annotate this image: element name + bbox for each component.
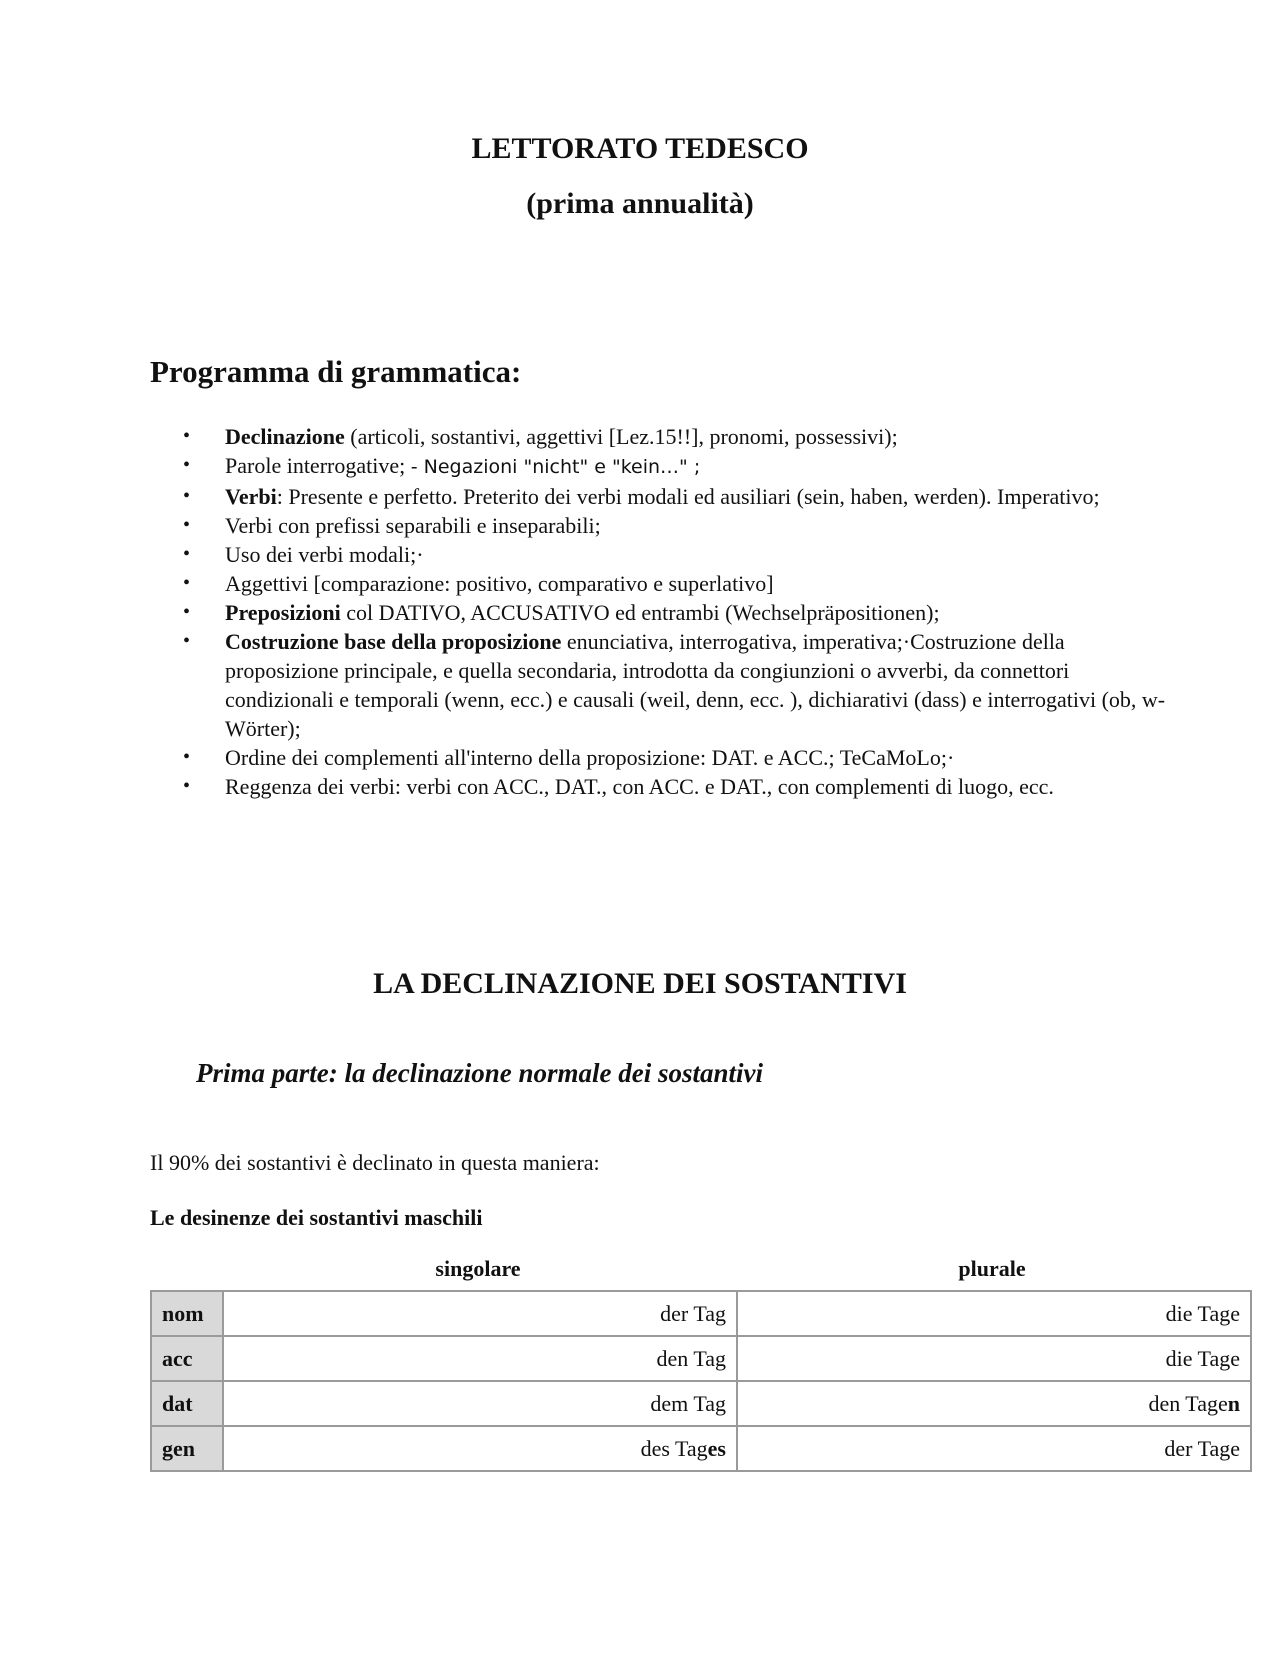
list-item bbox=[150, 451, 1180, 482]
topic-text: Reggenza dei verbi: verbi con ACC., DAT., con ACC. e DAT., con complementi di luogo, ecc. bbox=[225, 774, 1054, 799]
topic-text: enunciativa, interrogativa, imperativa;·Costruzione della proposizione principale, e quella secondaria, introdotta da congiunzioni o avverbi, da connettori condizionali e temporali (wenn, ecc.) e causali (weil, denn, ecc. ), dichiarativi (dass) e interrogativi (ob, w-Wörter); bbox=[225, 629, 1166, 741]
table-row bbox=[151, 1291, 1251, 1336]
document-title: LETTORATO TEDESCO bbox=[471, 132, 809, 165]
form-stem: des Tag bbox=[640, 1435, 708, 1461]
table-row bbox=[151, 1426, 1251, 1471]
list-item bbox=[150, 598, 1180, 627]
singular-form bbox=[223, 1381, 737, 1426]
singular-form bbox=[223, 1336, 737, 1381]
topic-text: Verbi con prefissi separabili e inseparabili; bbox=[225, 513, 601, 538]
form-stem: den Tag bbox=[656, 1345, 726, 1371]
topic-keyword: Declinazione bbox=[225, 424, 345, 449]
singular-form bbox=[223, 1291, 737, 1336]
list-item bbox=[150, 772, 1180, 801]
topic-keyword: Preposizioni bbox=[225, 600, 341, 625]
intro-text: Il 90% dei sostantivi è declinato in questa maniera: bbox=[150, 1150, 600, 1175]
document-subtitle: (prima annualità) bbox=[526, 187, 754, 220]
topic-text: Aggettivi [comparazione: positivo, comparativo e superlativo] bbox=[225, 571, 774, 596]
singular-form bbox=[223, 1426, 737, 1471]
plural-form bbox=[737, 1336, 1251, 1381]
form-stem: der Tag bbox=[660, 1300, 726, 1326]
form-stem: die Tage bbox=[1165, 1345, 1240, 1371]
topic-text: Ordine dei complementi all'interno della proposizione: DAT. e ACC.; TeCaMoLo;· bbox=[225, 745, 955, 770]
grammar-topic-list bbox=[150, 422, 1180, 801]
singular-column-header: singolare bbox=[435, 1256, 521, 1281]
table-row bbox=[151, 1381, 1251, 1426]
form-stem: der Tage bbox=[1164, 1435, 1240, 1461]
table-title: Le desinenze dei sostantivi maschili bbox=[150, 1205, 483, 1230]
form-stem: die Tage bbox=[1165, 1300, 1240, 1326]
topic-keyword: Verbi bbox=[225, 484, 277, 509]
case-label: dat bbox=[151, 1381, 223, 1426]
topic-text: Parole interrogative; bbox=[225, 453, 411, 478]
case-label: nom bbox=[151, 1291, 223, 1336]
topic-keyword: Costruzione base della proposizione bbox=[225, 629, 562, 654]
grammar-program-heading: Programma di grammatica: bbox=[150, 354, 522, 389]
plural-column-header: plurale bbox=[958, 1256, 1026, 1281]
part-one-heading: Prima parte: la declinazione normale dei sostantivi bbox=[196, 1058, 763, 1088]
table-row bbox=[151, 1336, 1251, 1381]
form-stem: den Tage bbox=[1148, 1390, 1228, 1416]
list-item bbox=[150, 627, 1180, 743]
plural-form bbox=[737, 1381, 1251, 1426]
topic-text: (articoli, sostantivi, aggettivi [Lez.15!!], pronomi, possessivi); bbox=[344, 424, 898, 449]
form-stem: dem Tag bbox=[650, 1390, 726, 1416]
form-ending: n bbox=[1227, 1390, 1240, 1416]
masculine-endings-table bbox=[150, 1290, 1252, 1472]
topic-text: Uso dei verbi modali;· bbox=[225, 542, 424, 567]
declension-heading: LA DECLINAZIONE DEI SOSTANTIVI bbox=[373, 967, 907, 1000]
case-label: gen bbox=[151, 1426, 223, 1471]
list-item bbox=[150, 540, 1180, 569]
form-ending: es bbox=[707, 1435, 726, 1461]
topic-text: col DATIVO, ACCUSATIVO ed entrambi (Wechselpräpositionen); bbox=[340, 600, 940, 625]
plural-form bbox=[737, 1291, 1251, 1336]
case-label: acc bbox=[151, 1336, 223, 1381]
plural-form bbox=[737, 1426, 1251, 1471]
list-item bbox=[150, 569, 1180, 598]
list-item bbox=[150, 482, 1180, 511]
topic-text-extra: - Negazioni "nicht" e "kein…" ; bbox=[410, 456, 701, 478]
list-item bbox=[150, 422, 1180, 451]
topic-text: : Presente e perfetto. Preterito dei verbi modali ed ausiliari (sein, haben, werden). Imperativo; bbox=[276, 484, 1100, 509]
list-item bbox=[150, 511, 1180, 540]
list-item bbox=[150, 743, 1180, 772]
